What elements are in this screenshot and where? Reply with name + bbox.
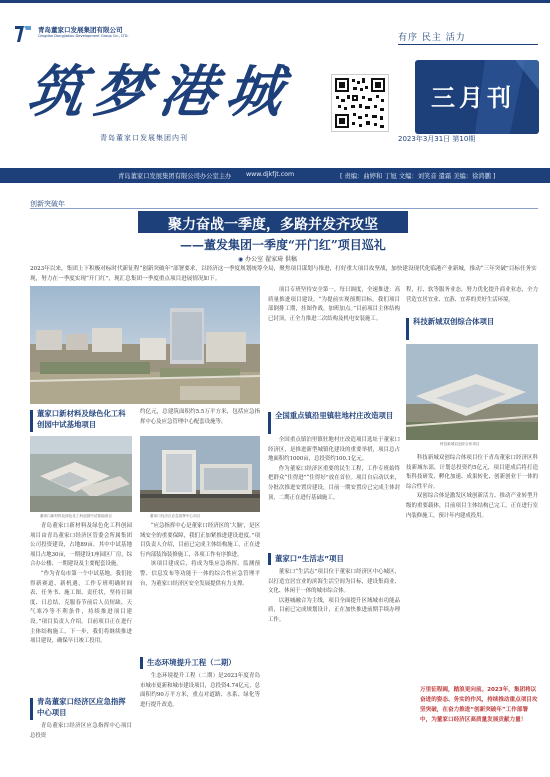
issue-label: 三月刊	[431, 84, 515, 112]
company-name-cn: 青岛董家口发展集团有限公司	[38, 26, 123, 34]
col2-body	[140, 522, 260, 589]
article-subhead: ——董发集团一季度“开门红”项目巡礼	[180, 238, 386, 252]
col2-heading2: 生态环境提升工程（二期）	[147, 658, 236, 667]
info-bar-publisher: 青岛董家口发展集团有限公司办公室主办	[118, 173, 232, 180]
article-byline	[238, 254, 297, 263]
publication-title: 筑梦港城	[23, 59, 297, 125]
col3-heading-bar	[268, 412, 271, 434]
byline-marker-icon: ◉	[238, 256, 246, 263]
col1b-heading-bar	[30, 698, 33, 720]
col1-photo-caption: 董家口新材料及绿色化工科创园中试基地项目	[40, 514, 112, 518]
company-name-en: Qingdao Dongjiakou Development Group Co., LTD.	[38, 34, 129, 38]
col4-top-paragraph: 程，打、软等服务业态，努力优化提升商业业态，全力营造宜居宜业、宜游、宜养的美好生活环境。	[406, 287, 538, 303]
col4-photo-caption: 科技新城双创综合体项目	[440, 442, 480, 446]
motto-underline	[398, 44, 538, 45]
byline-text: 办公室 翟家琦 供稿	[245, 256, 297, 263]
col1-body	[30, 522, 132, 647]
col1-heading: 董家口新材料及绿色化工科创园中试基地项目	[37, 409, 126, 429]
col2-paragraph: “应急指挥中心是董家口经济区的‘大脑’，是区域安全的重要保障，我们正加紧推进建设进度。”项目负责人介绍，目前已完成主体结构施工，正在进行内部装饰装修施工，各项工作有序推进。	[140, 523, 260, 558]
col3-top	[268, 286, 400, 324]
emergency-center-photo	[140, 436, 260, 512]
col3-heading2: 董家口“生活志”项目	[275, 554, 344, 563]
pilot-base-photo	[30, 436, 132, 512]
col4-heading: 科技新城双创综合体项目	[413, 317, 495, 326]
col1-paragraph: “作为青岛市第一个中试基地，我们抢得新赛道、新机遇，工作专班明确时间表、任务书、施工图、责任状，坚持日调度、日总结，克服春节前后人员短缺、天气寒冷等不利条件，持续推进项目建设。”项目负责人介绍。目前项目正在进行主体结构施工，下一步，我们将继续推进项目建设，确保早日竣工投用。	[30, 570, 132, 645]
issue-date: 2023年3月31日 第10期	[398, 135, 476, 143]
col1b-paragraph: 青岛董家口经济区应急指挥中心项目总投资	[30, 723, 132, 739]
col2-lead-paragraph: 约亿元，总建筑面积约5.5万平方米，包括应急指挥中心及应急管理中心配套设施等。	[140, 409, 260, 425]
closing-paragraph: 万里征程阔，踏浪更向前。2023年，集团将以奋进的姿态、务实的作风，持续推动重点项目攻坚突破，在奋力推进“创新突破年”工作部署中，为董家口经济区高质量发展贡献力量！	[420, 687, 538, 723]
col2-paragraph2: 生态环境提升工程（二期）是2023年度青岛市城市更新和城市建设项目，总投资4.74亿元，总面积约90万平方米，重点对道路、水系、绿化等进行提升改造。	[140, 673, 260, 708]
qr-code-icon	[331, 74, 389, 132]
col2-body2	[140, 672, 260, 710]
col4-top	[406, 286, 538, 305]
aerial-photo	[30, 286, 260, 404]
col2-paragraph: 该项目建成后，将成为集应急指挥、监测预警、信息发布等功能于一体的综合性应急管理平台，为董家口经济区安全发展提供有力支撑。	[140, 561, 260, 587]
info-bar	[0, 168, 550, 183]
col2-heading2-bar	[140, 657, 143, 669]
col4-paragraph: 双创综合体是激发区域创新活力、推动产业转型升级的重要载体，目前项目主体结构已完工，正在进行室内装修施工，预计年内建成投用。	[406, 493, 538, 519]
col3-heading2-bar	[268, 553, 271, 565]
publication-subtitle: 青岛董家口发展集团内刊	[100, 134, 188, 142]
motto: 有序 民主 活力	[398, 33, 466, 43]
col2-photo-caption: 董家口经济区应急指挥中心项目	[150, 514, 201, 518]
col3-body2	[268, 568, 400, 626]
col3-top-paragraph: 项目专班坚持安全第一，每日调度，全速推进：高质量推进项目建设。“为提前实现预期目标，我们项目部倒排工期，挂图作战，加班加点。”目前项目主体结构已封顶，正全力推进二次结构及机电安装施工。	[268, 287, 400, 322]
col1-heading-bar	[30, 410, 33, 432]
article-headline: 聚力奋战一季度，多路并发齐攻坚	[168, 217, 378, 233]
info-bar-editors: [ 责编：曲婷和 丁旭 文编：刘笑音 遣霜 美编：徐鸿鹏 ]	[340, 173, 496, 180]
science-park-photo	[406, 344, 538, 440]
col3-body	[268, 436, 400, 503]
article-lead: 2023年以来，集团上下积极对标时代新征程“创新突破年”部署要求，以经济这一季度规划统筹全局，聚焦项目谋划与推进，打好重大项目攻坚战，加快建设现代化临港产业新城，推动“三年突破”目标任务实现，努力在一季度实现“开门红”，现汇总集团一季度重点项目进展情况如下。	[30, 266, 537, 282]
col1b-body	[30, 722, 132, 741]
col4-paragraph: 科技新城双创综合体项目位于青岛董家口经济区科技新城东部，计划总投资约5亿元，项目建成后将打造集科技研发、孵化加速、成果转化、创新创业于一体的综合性平台。	[406, 455, 538, 490]
col2-lead	[140, 408, 260, 427]
col3-paragraph2: 以港城融合为主线，项目全面提升区域城市功能品质，目前已完成规划设计，正在加快推进前期手续办理工作。	[268, 597, 400, 623]
company-logo-icon	[12, 22, 34, 44]
section-rule	[30, 208, 538, 209]
col4-heading-bar	[406, 318, 409, 340]
info-bar-website[interactable]: www.djkfjt.com	[246, 171, 295, 178]
col1b-heading: 青岛董家口经济区应急指挥中心项目	[37, 697, 126, 717]
col3-paragraph: 全国重点镇泊里镇驻地村庄改造项目选址于董家口经济区，是推进新型城镇化建设的重要举措，项目总占地面积约1000亩，总投资约100.1亿元。	[268, 437, 400, 463]
col3-heading: 全国重点镇沿里镇驻地村庄改造项目	[275, 411, 394, 420]
col4-body	[406, 454, 538, 521]
col3-paragraph: 作为董家口经济区重要的民生工程，工作专班始终把群众“住得进”“住得好”放在首位。项目自启动以来，分批次推进安置房建设，目前一期安置房已完成主体封顶，二期正在进行基础施工。	[268, 465, 400, 501]
col3-paragraph2: 董家口“生活志”项目位于董家口经济区中心城区，以打造宜居宜业的滨海生活空间为目标，建设集商业、文化、休闲于一体的城市综合体。	[268, 569, 400, 595]
col1-paragraph: 青岛董家口新材料及绿色化工科创园项目由青岛董家口经济区管委会所属集团公司投资建设，占地89亩，其中中试基地项目占地30亩，一期建设1座园区厂房，综合办公楼、一期建设及主要配套设施。	[30, 523, 132, 568]
section-tag: 创新突破年	[30, 200, 65, 208]
top-stripe	[0, 0, 550, 3]
